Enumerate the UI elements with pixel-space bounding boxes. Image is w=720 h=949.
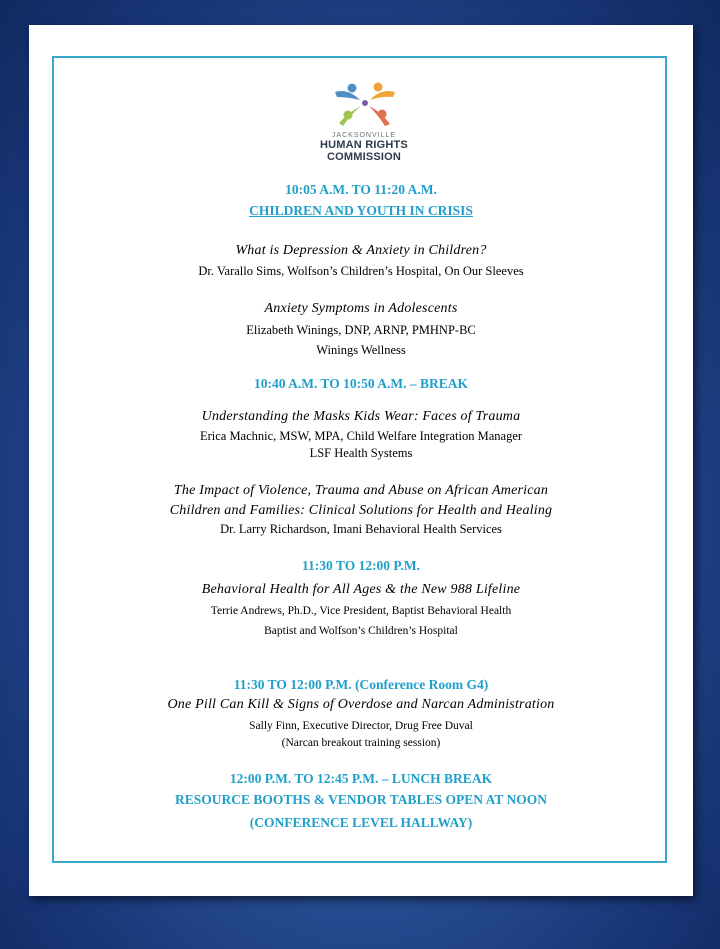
- org-name: [279, 132, 449, 163]
- resource-booths: RESOURCE BOOTHS & VENDOR TABLES OPEN AT NOON: [175, 792, 547, 807]
- lunch-break: 12:00 P.M. TO 12:45 P.M. – LUNCH BREAK: [229, 771, 493, 786]
- talk-speaker-3: Erica Machnic, MSW, MPA, Child Welfare Integration Manager: [199, 429, 523, 443]
- org-line-2: HUMAN RIGHTS: [320, 139, 408, 151]
- session-time-2: 11:30 TO 12:00 P.M.: [302, 558, 420, 573]
- hallway-note: (CONFERENCE LEVEL HALLWAY): [249, 815, 473, 830]
- talk-title-5: Behavioral Health for All Ages & the New 988 Lifeline: [201, 582, 521, 597]
- talk-note-6: (Narcan breakout training session): [281, 737, 441, 749]
- talk-speaker-6: Sally Finn, Executive Director, Drug Free Duval: [249, 720, 473, 732]
- session-time-1: 10:05 A.M. TO 11:20 A.M.: [285, 182, 437, 197]
- human-rights-commission-logo: [315, 70, 415, 138]
- talk-title-4-line-1: The Impact of Violence, Trauma and Abuse on African American: [173, 483, 549, 498]
- talk-org-5: Baptist and Wolfson’s Children’s Hospital: [264, 625, 458, 637]
- org-line-1: JACKSONVILLE: [331, 132, 397, 139]
- section-heading: CHILDREN AND YOUTH IN CRISIS: [249, 203, 473, 218]
- org-line-3: COMMISSION: [326, 151, 402, 163]
- talk-title-2: Anxiety Symptoms in Adolescents: [264, 301, 458, 316]
- talk-speaker-1: Dr. Varallo Sims, Wolfson’s Children’s Hospital, On Our Sleeves: [198, 264, 524, 278]
- talk-speaker-2: Elizabeth Winings, DNP, ARNP, PMHNP-BC: [246, 323, 476, 337]
- talk-org-3: LSF Health Systems: [309, 446, 413, 460]
- talk-title-3: Understanding the Masks Kids Wear: Faces of Trauma: [201, 409, 521, 424]
- talk-speaker-4: Dr. Larry Richardson, Imani Behavioral Health Services: [220, 522, 502, 536]
- talk-org-2: Winings Wellness: [316, 343, 406, 357]
- flyer-page: [29, 25, 693, 896]
- talk-title-1: What is Depression & Anxiety in Children?: [235, 243, 487, 258]
- session-time-3: 11:30 TO 12:00 P.M. (Conference Room G4): [233, 677, 489, 692]
- talk-title-4-line-2: Children and Families: Clinical Solutions for Health and Healing: [169, 503, 553, 518]
- break-time: 10:40 A.M. TO 10:50 A.M. – BREAK: [253, 376, 468, 391]
- talk-title-6: One Pill Can Kill & Signs of Overdose and Narcan Administration: [167, 697, 555, 712]
- talk-speaker-5: Terrie Andrews, Ph.D., Vice President, Baptist Behavioral Health: [210, 605, 512, 617]
